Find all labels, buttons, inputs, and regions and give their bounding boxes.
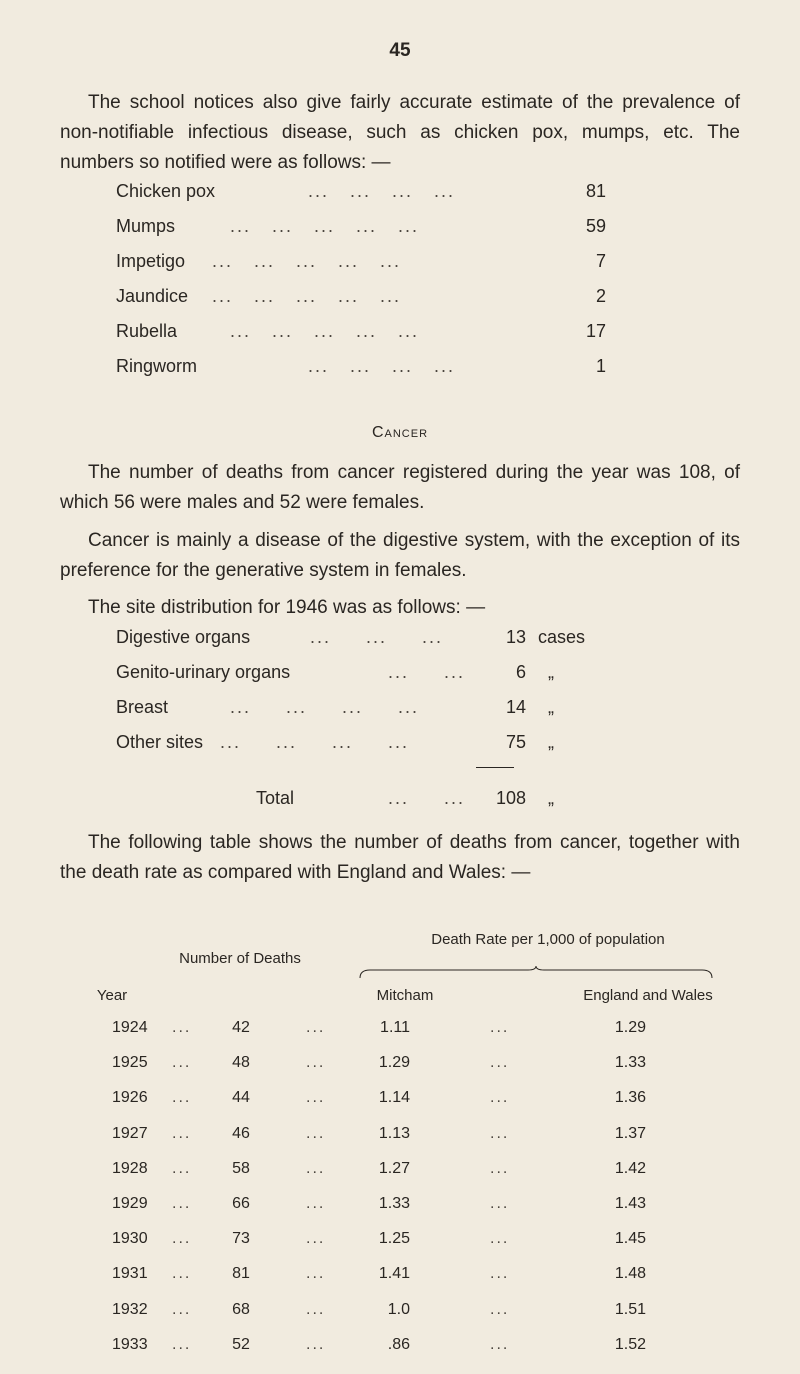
cell-year: 1932 xyxy=(112,1300,148,1318)
cell-deaths: 46 xyxy=(232,1124,250,1142)
leader-dots: ... ... xyxy=(388,788,466,808)
cell-england: 1.36 xyxy=(614,1089,646,1107)
leader-dots: ... xyxy=(490,1195,510,1212)
cell-year: 1928 xyxy=(112,1159,148,1177)
column-group-header: Death Rate per 1,000 of population xyxy=(431,931,665,948)
site-count: 6 xyxy=(515,662,526,682)
disease-label: Chicken pox xyxy=(116,181,216,201)
leader-dots: ... xyxy=(306,1300,326,1318)
leader-dots: ... xyxy=(306,1089,326,1107)
leader-dots: ... xyxy=(490,1230,510,1248)
leader-dots: ... xyxy=(490,1300,510,1318)
disease-count: 2 xyxy=(595,286,606,306)
list-item xyxy=(116,283,606,309)
table-row xyxy=(0,1151,800,1187)
disease-count: 17 xyxy=(585,321,606,341)
cell-england: 1.42 xyxy=(614,1159,646,1177)
leader-dots: ... ... ... ... ... xyxy=(212,286,402,306)
disease-count: 1 xyxy=(595,356,606,376)
cell-england: 1.51 xyxy=(614,1300,646,1318)
disease-count: 7 xyxy=(595,251,606,271)
cell-year: 1927 xyxy=(112,1124,148,1142)
leader-dots: ... xyxy=(172,1124,192,1142)
site-count: 75 xyxy=(505,732,526,752)
total-row xyxy=(116,785,656,811)
cell-england: 1.52 xyxy=(614,1335,646,1353)
table-row xyxy=(0,1186,800,1222)
leader-dots: ... xyxy=(306,1054,326,1072)
cell-mitcham: 1.27 xyxy=(378,1159,410,1177)
leader-dots: ... xyxy=(306,1124,326,1142)
cancer-paragraph-2: Cancer is mainly a disease of the digestive system, with the exception of its preference for the generative system in females. xyxy=(60,530,740,581)
cell-deaths: 73 xyxy=(232,1230,250,1248)
table-row xyxy=(0,1116,800,1152)
site-label: Genito-urinary organs xyxy=(116,662,291,682)
cell-deaths: 48 xyxy=(232,1054,250,1072)
disease-label: Rubella xyxy=(116,321,178,341)
list-item xyxy=(116,659,656,685)
site-label: Digestive organs xyxy=(116,627,251,647)
cell-england: 1.43 xyxy=(614,1195,646,1212)
leader-dots: ... ... ... ... ... xyxy=(230,321,420,341)
cancer-paragraph-4: The following table shows the number of deaths from cancer, together with the death rate as compared with England and Wales: — xyxy=(60,832,740,883)
leader-dots: ... xyxy=(490,1019,510,1036)
column-header-england: England and Wales xyxy=(583,987,713,1004)
disease-count: 81 xyxy=(585,181,606,201)
cell-mitcham: 1.41 xyxy=(378,1265,410,1283)
disease-label: Jaundice xyxy=(116,286,189,306)
list-item xyxy=(116,624,656,650)
list-item xyxy=(116,318,606,344)
cell-mitcham: 1.33 xyxy=(378,1195,410,1212)
column-header-year: Year xyxy=(96,987,128,1004)
list-item xyxy=(116,353,606,379)
list-item xyxy=(116,694,656,720)
cancer-paragraph-3: The site distribution for 1946 was as follows: — xyxy=(88,597,486,618)
leader-dots: ... xyxy=(172,1195,192,1212)
site-unit: „ xyxy=(548,732,554,752)
cell-year: 1924 xyxy=(112,1019,148,1036)
leader-dots: ... xyxy=(490,1159,510,1177)
leader-dots: ... xyxy=(490,1265,510,1283)
cell-year: 1926 xyxy=(112,1089,148,1107)
leader-dots: ... xyxy=(306,1335,326,1353)
leader-dots: ... xyxy=(172,1335,192,1353)
cell-deaths: 66 xyxy=(232,1195,250,1212)
cell-year: 1929 xyxy=(112,1195,148,1212)
cell-deaths: 68 xyxy=(232,1300,250,1318)
leader-dots: ... xyxy=(172,1089,192,1107)
cell-deaths: 81 xyxy=(232,1265,250,1283)
site-unit: „ xyxy=(548,697,554,717)
group-brace xyxy=(358,966,714,982)
leader-dots: ... ... xyxy=(388,662,466,682)
cell-mitcham: 1.29 xyxy=(378,1054,410,1072)
leader-dots: ... xyxy=(172,1265,192,1283)
leader-dots: ... xyxy=(490,1335,510,1353)
disease-label: Ringworm xyxy=(116,356,198,376)
cancer-paragraph-1: The number of deaths from cancer registered during the year was 108, of which 56 were males and 52 were females. xyxy=(60,462,740,513)
leader-dots: ... xyxy=(490,1054,510,1072)
table-row xyxy=(0,1256,800,1292)
leader-dots: ... ... ... ... xyxy=(230,697,420,717)
cell-deaths: 58 xyxy=(232,1159,250,1177)
leader-dots: ... xyxy=(172,1230,192,1248)
list-item xyxy=(116,729,656,755)
leader-dots: ... xyxy=(306,1159,326,1177)
leader-dots: ... ... ... ... xyxy=(308,356,456,376)
cell-deaths: 44 xyxy=(232,1089,250,1107)
cell-year: 1933 xyxy=(112,1335,148,1353)
site-unit: „ xyxy=(548,662,554,682)
total-rule xyxy=(476,767,514,768)
table-row xyxy=(0,1080,800,1116)
cell-england: 1.29 xyxy=(614,1019,646,1036)
leader-dots: ... xyxy=(172,1019,192,1036)
page-number: 45 xyxy=(389,40,411,61)
cell-mitcham: 1.0 xyxy=(387,1300,410,1318)
cell-mitcham: 1.14 xyxy=(378,1089,410,1107)
leader-dots: ... xyxy=(306,1265,326,1283)
intro-paragraph: The school notices also give fairly accurate estimate of the prevalence of non-notifiable infectious disease, such as chicken pox, mumps, etc. The numbers so notified were as follows: — xyxy=(60,92,740,173)
table-row xyxy=(0,1292,800,1328)
cell-mitcham: .86 xyxy=(387,1335,410,1353)
leader-dots: ... xyxy=(306,1230,326,1248)
table-row xyxy=(0,1327,800,1363)
leader-dots: ... xyxy=(306,1195,326,1212)
cell-year: 1931 xyxy=(112,1265,148,1283)
cell-england: 1.45 xyxy=(614,1230,646,1248)
cell-year: 1930 xyxy=(112,1230,148,1248)
cell-year: 1925 xyxy=(112,1054,148,1072)
section-heading-cancer: Cancer xyxy=(371,424,429,441)
cell-mitcham: 1.11 xyxy=(380,1019,410,1036)
leader-dots: ... xyxy=(172,1159,192,1177)
leader-dots: ... xyxy=(172,1054,192,1072)
disease-count: 59 xyxy=(585,216,606,236)
column-header-deaths: Number of Deaths xyxy=(179,950,301,967)
total-count: 108 xyxy=(495,788,526,808)
leader-dots: ... ... ... xyxy=(310,627,444,647)
table-row xyxy=(0,1010,800,1046)
leader-dots: ... ... ... ... xyxy=(308,181,456,201)
leader-dots: ... xyxy=(172,1300,192,1318)
table-row xyxy=(0,1045,800,1081)
leader-dots: ... xyxy=(490,1089,510,1107)
leader-dots: ... xyxy=(306,1019,326,1036)
cell-mitcham: 1.25 xyxy=(378,1230,410,1248)
list-item xyxy=(116,248,606,274)
cell-deaths: 52 xyxy=(232,1335,250,1353)
site-label: Other sites xyxy=(116,732,204,752)
leader-dots: ... ... ... ... xyxy=(220,732,410,752)
cell-deaths: 42 xyxy=(232,1019,250,1036)
site-label: Breast xyxy=(116,697,169,717)
column-header-mitcham: Mitcham xyxy=(376,987,434,1004)
site-count: 13 xyxy=(505,627,526,647)
disease-label: Mumps xyxy=(116,216,176,236)
leader-dots: ... xyxy=(490,1124,510,1142)
site-unit: cases xyxy=(538,627,586,647)
leader-dots: ... ... ... ... ... xyxy=(230,216,420,236)
disease-label: Impetigo xyxy=(116,251,186,271)
list-item xyxy=(116,213,606,239)
cell-england: 1.33 xyxy=(614,1054,646,1072)
table-row xyxy=(0,1221,800,1257)
cell-england: 1.48 xyxy=(614,1265,646,1283)
cell-england: 1.37 xyxy=(614,1124,646,1142)
leader-dots: ... ... ... ... ... xyxy=(212,251,402,271)
site-count: 14 xyxy=(505,697,526,717)
list-item xyxy=(116,178,606,204)
total-label: Total xyxy=(256,788,295,808)
cell-mitcham: 1.13 xyxy=(378,1124,410,1142)
total-unit: „ xyxy=(548,788,554,808)
